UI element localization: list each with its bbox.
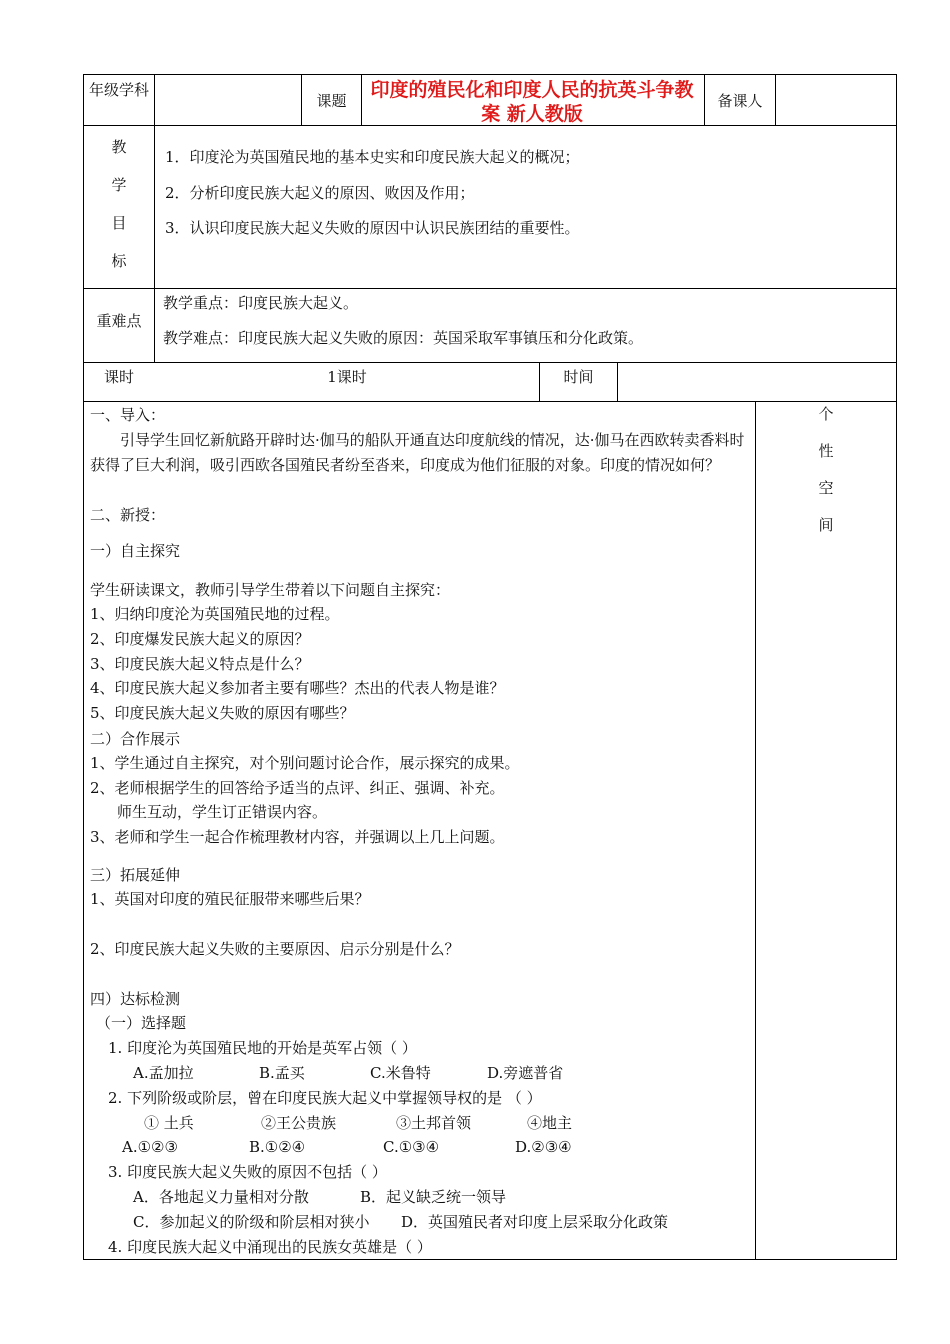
section-heading: 二）合作展示	[90, 730, 181, 748]
section-lead: 学生研读课文，教师引导学生带着以下问题自主探究：	[90, 581, 451, 599]
section-heading: 三）拓展延伸	[90, 866, 181, 884]
option: ②王公贵族	[261, 1114, 337, 1132]
option: D.②③④	[515, 1138, 572, 1156]
choice-heading: （一）选择题	[96, 1014, 187, 1032]
objective-item: 2．分析印度民族大起义的原因、败因及作用；	[165, 184, 475, 202]
col-divider	[617, 362, 618, 402]
list-item: 2、印度爆发民族大起义的原因？	[90, 630, 310, 648]
list-item: 1、学生通过自主探究，对个别问题讨论合作，展示探究的成果。	[90, 754, 520, 772]
label-char: 学	[111, 176, 127, 194]
list-item: 1、英国对印度的殖民征服带来哪些后果？	[90, 890, 370, 908]
label-char: 性	[818, 442, 834, 460]
option: B.孟买	[259, 1064, 305, 1082]
label-char: 空	[818, 479, 834, 497]
preparer-label: 备课人	[717, 92, 763, 110]
label-char: 标	[111, 252, 127, 270]
period-value: 1课时	[327, 368, 367, 386]
list-item: 2、老师根据学生的回答给予适当的点评、纠正、强调、补充。	[90, 779, 505, 797]
teaching-difficulty: 教学难点：印度民族大起义失败的原因：英国采取军事镇压和分化政策。	[163, 329, 644, 347]
list-item: 2、印度民族大起义失败的主要原因、启示分别是什么？	[90, 940, 460, 958]
label-char: 间	[818, 516, 834, 534]
col-divider	[361, 74, 362, 126]
period-label: 课时	[103, 368, 134, 386]
section-heading: 一）自主探究	[90, 542, 181, 560]
section-heading: 四）达标检测	[90, 990, 181, 1008]
option: D．英国殖民者对印度上层采取分化政策	[401, 1213, 669, 1231]
list-item: 师生互动，学生订正错误内容。	[117, 803, 328, 821]
personal-space-label	[816, 405, 836, 535]
label-char: 个	[818, 405, 834, 423]
col-divider	[154, 74, 155, 126]
option: A.①②③	[122, 1138, 178, 1156]
list-item: 1、归纳印度沦为英国殖民地的过程。	[90, 605, 340, 623]
time-label: 时间	[563, 368, 594, 386]
option: A．各地起义力量相对分散	[133, 1188, 309, 1206]
list-item: 3、老师和学生一起合作梳理教材内容，并强调以上几上问题。	[90, 828, 505, 846]
option: ③土邦首领	[396, 1114, 472, 1132]
row-divider	[83, 362, 896, 363]
col-divider	[154, 125, 155, 363]
option: C．参加起义的阶级和阶层相对狭小	[133, 1213, 370, 1231]
intro-text: 引导学生回忆新航路开辟时达·伽马的船队开通直达印度航线的情况，达·伽马在西欧转卖香料时获得了巨大利润，吸引西欧各国殖民者纷至沓来，印度成为他们征服的对象。印度的情况如何？	[90, 431, 745, 474]
list-item: 5、印度民族大起义失败的原因有哪些？	[90, 704, 355, 722]
table-border-right	[896, 74, 897, 1260]
grade-subject-label: 年级学科	[88, 81, 149, 99]
list-item: 3、印度民族大起义特点是什么？	[90, 655, 310, 673]
objective-item: 3．认识印度民族大起义失败的原因中认识民族团结的重要性。	[165, 219, 580, 237]
table-border-bottom	[83, 1259, 896, 1260]
lesson-title: 印度的殖民化和印度人民的抗英斗争教案 新人教版	[370, 79, 694, 125]
intro-heading: 一、导入：	[90, 406, 166, 424]
row-divider	[83, 401, 896, 402]
option: C.米鲁特	[370, 1064, 431, 1082]
col-divider	[755, 401, 756, 1260]
option: ① 土兵	[144, 1114, 194, 1132]
question: 2. 下列阶级或阶层，曾在印度民族大起义中掌握领导权的是 （ ）	[108, 1089, 542, 1107]
option: D.旁遮普省	[487, 1064, 564, 1082]
table-border-left	[83, 74, 84, 1260]
key-points-label: 重难点	[96, 312, 142, 330]
new-lesson-heading: 二、新授：	[90, 506, 166, 524]
label-char: 目	[111, 214, 127, 232]
option: B.①②④	[249, 1138, 306, 1156]
label-char: 教	[111, 138, 127, 156]
question: 1. 印度沦为英国殖民地的开始是英军占领（ ）	[108, 1039, 417, 1057]
col-divider	[775, 74, 776, 126]
list-item: 4、印度民族大起义参加者主要有哪些？杰出的代表人物是谁？	[90, 679, 505, 697]
option: B．起义缺乏统一领导	[360, 1188, 507, 1206]
question: 4. 印度民族大起义中涌现出的民族女英雄是（ ）	[108, 1238, 432, 1256]
option: C.①③④	[383, 1138, 440, 1156]
objective-item: 1．印度沦为英国殖民地的基本史实和印度民族大起义的概况；	[165, 148, 580, 166]
objectives-label	[109, 138, 129, 268]
teaching-focus: 教学重点：印度民族大起义。	[163, 294, 359, 312]
option: ④地主	[527, 1114, 573, 1132]
topic-label: 课题	[316, 92, 347, 110]
row-divider	[83, 288, 896, 289]
question: 3. 印度民族大起义失败的原因不包括（ ）	[108, 1163, 387, 1181]
option: A.孟加拉	[133, 1064, 194, 1082]
